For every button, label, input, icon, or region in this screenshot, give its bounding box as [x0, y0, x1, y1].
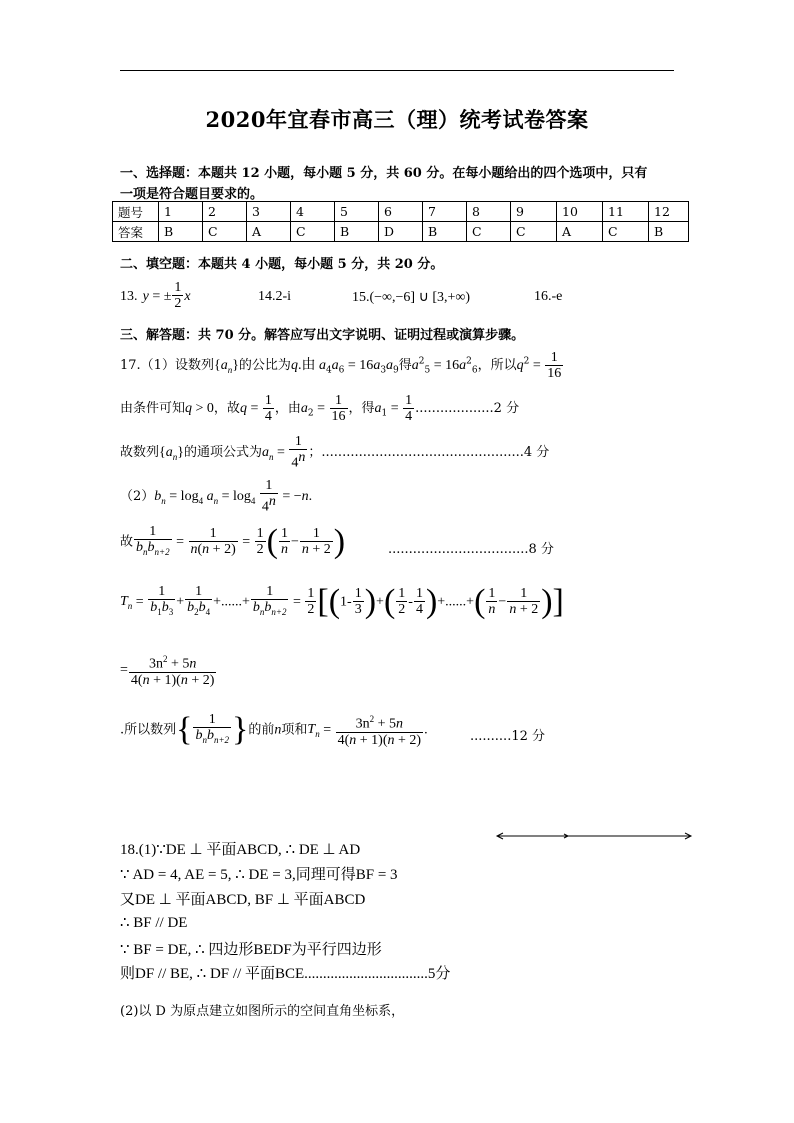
row-label-answer: 答案 [113, 222, 159, 242]
cell-answer: B [335, 222, 379, 242]
page-title: 2020年宜春市高三（理）统考试卷答案 [205, 107, 589, 132]
q18-line6: 则DF // BE, ∴ DF // 平面BCE.................................5分 [120, 966, 451, 982]
cell-number: 2 [203, 202, 247, 222]
score-4: ；.................................................4 分 [308, 444, 550, 460]
cell-answer: C [291, 222, 335, 242]
cell-answer: B [423, 222, 467, 242]
cell-number: 10 [557, 202, 603, 222]
cell-number: 8 [467, 202, 511, 222]
q13-answer: y [142, 289, 149, 304]
cell-answer: A [557, 222, 603, 242]
fill-answers: 13. y = ± $\frac{1}{2}$ x [120, 280, 191, 311]
q13-label: 13. [120, 289, 138, 304]
q17-therefore: 故 $\frac{1}{b_nb_{n+2}}$ = $\frac{1}{n(n + 2)}$ = $\frac{1}{2}$ ( $\frac{1}{n}$ − $\frac{1}{n + 2}$ ) [120, 522, 346, 560]
section1-line1: 一、选择题：本题共 12 小题，每小题 5 分，共 60 分。在每小题给出的四个选项中，只有 [120, 166, 648, 181]
score-8: ..................................8 分 [388, 542, 554, 557]
cell-answer: D [379, 222, 423, 242]
cell-answer: C [511, 222, 557, 242]
cell-answer: C [203, 222, 247, 242]
cell-number: 1 [159, 202, 203, 222]
section1-line2: 一项是符合题目要求的。 [120, 187, 264, 202]
table-row-numbers [113, 202, 689, 222]
axis-arrow-line [494, 830, 694, 842]
section3-heading: 三、解答题：共 70 分。解答应写出文字说明、证明过程或演算步骤。 [120, 328, 525, 343]
q15-label: 15. [352, 290, 370, 305]
cell-answer: C [467, 222, 511, 242]
top-rule [120, 70, 674, 71]
q18-line1: 18.(1)∵DE ⊥ 平面ABCD, ∴ DE ⊥ AD [120, 842, 361, 858]
cell-number: 5 [335, 202, 379, 222]
q17-result: = $\frac{3n^2 + 5n}{4(n + 1)(n + 2)}$ [120, 654, 215, 688]
q16-answer: 16.-e [534, 289, 563, 304]
q17-line3: 故数列$\{a_n\}$的通项公式为$a_n$ = $\frac{1}{4^n}$ ；.................................................4 分 [120, 434, 550, 471]
cell-number: 12 [649, 202, 689, 222]
cell-number: 6 [379, 202, 423, 222]
q18-line4: ∴ BF // DE [120, 915, 188, 931]
cell-number: 9 [511, 202, 557, 222]
cell-number: 4 [291, 202, 335, 222]
row-label-number: 题号 [113, 202, 159, 222]
cell-answer: B [649, 222, 689, 242]
cell-number: 3 [247, 202, 291, 222]
q17-part2: $(2)b_n = \log_4 a_n = \log_4$ $\frac{1}{4^n}$ = −n. [120, 478, 313, 515]
q18-line5: ∵ BF = DE, ∴ 四边形BEDF为平行四边形 [120, 942, 382, 958]
q17-sum: $T_n$ = $\frac{1}{b_1b_3}$ + $\frac{1}{b_2b_4}$ +......+ $\frac{1}{b_nb_{n+2}}$ = $\frac{1}{2}$ [(1- $\frac{1}{3}$ )+( $\frac{1}{2}$ - $\frac{1}{4}$ )+......+( $\frac{1}{n}$ − $\frac{1}{n + 2}$ )] [120, 582, 564, 620]
cell-answer: B [159, 222, 203, 242]
score-2: ...................2 分 [415, 401, 520, 416]
q18-line3: 又DE ⊥ 平面ABCD, BF ⊥ 平面ABCD [120, 892, 366, 908]
q17-line2: 由条件可知q > 0，故q = $\frac{1}{4}$ ，由$a_2$ = $\frac{1}{16}$ ，得$a_1$ = $\frac{1}{4}$ ...................2 分 [120, 393, 520, 424]
q18-line2: ∵ AD = 4, AE = 5, ∴ DE = 3,同理可得BF = 3 [120, 867, 398, 883]
q14-answer: 14.2-i [258, 289, 292, 304]
q18-part2: (2)以 D 为原点建立如图所示的空间直角坐标系， [120, 1004, 405, 1019]
answer-table [112, 201, 689, 242]
q17-final: .所以数列{ $\frac{1}{b_nb_{n+2}}$ }的前n项和$T_n$ = $\frac{3n^2 + 5n}{4(n + 1)(n + 2)}$ . [120, 710, 428, 748]
section2-heading: 二、填空题：本题共 4 小题，每小题 5 分，共 20 分。 [120, 257, 444, 272]
score-12: ..........12 分 [470, 729, 545, 744]
cell-number: 11 [603, 202, 649, 222]
cell-number: 7 [423, 202, 467, 222]
cell-answer: A [247, 222, 291, 242]
q15-answer: 15.(−∞,−6] ∪ [3,+∞) [352, 290, 471, 305]
score-5: .................................5分 [304, 966, 451, 982]
q17-line1: 17.（1）设数列$\{a_n\}$的公比为q.由 $a_4a_6 = 16a_3a_9$得$a^2_5 = 16a^2_6$，所以$q^2$ = $\frac{1}{16}$ [120, 350, 562, 381]
cell-answer: C [603, 222, 649, 242]
table-row-answers [113, 222, 689, 242]
